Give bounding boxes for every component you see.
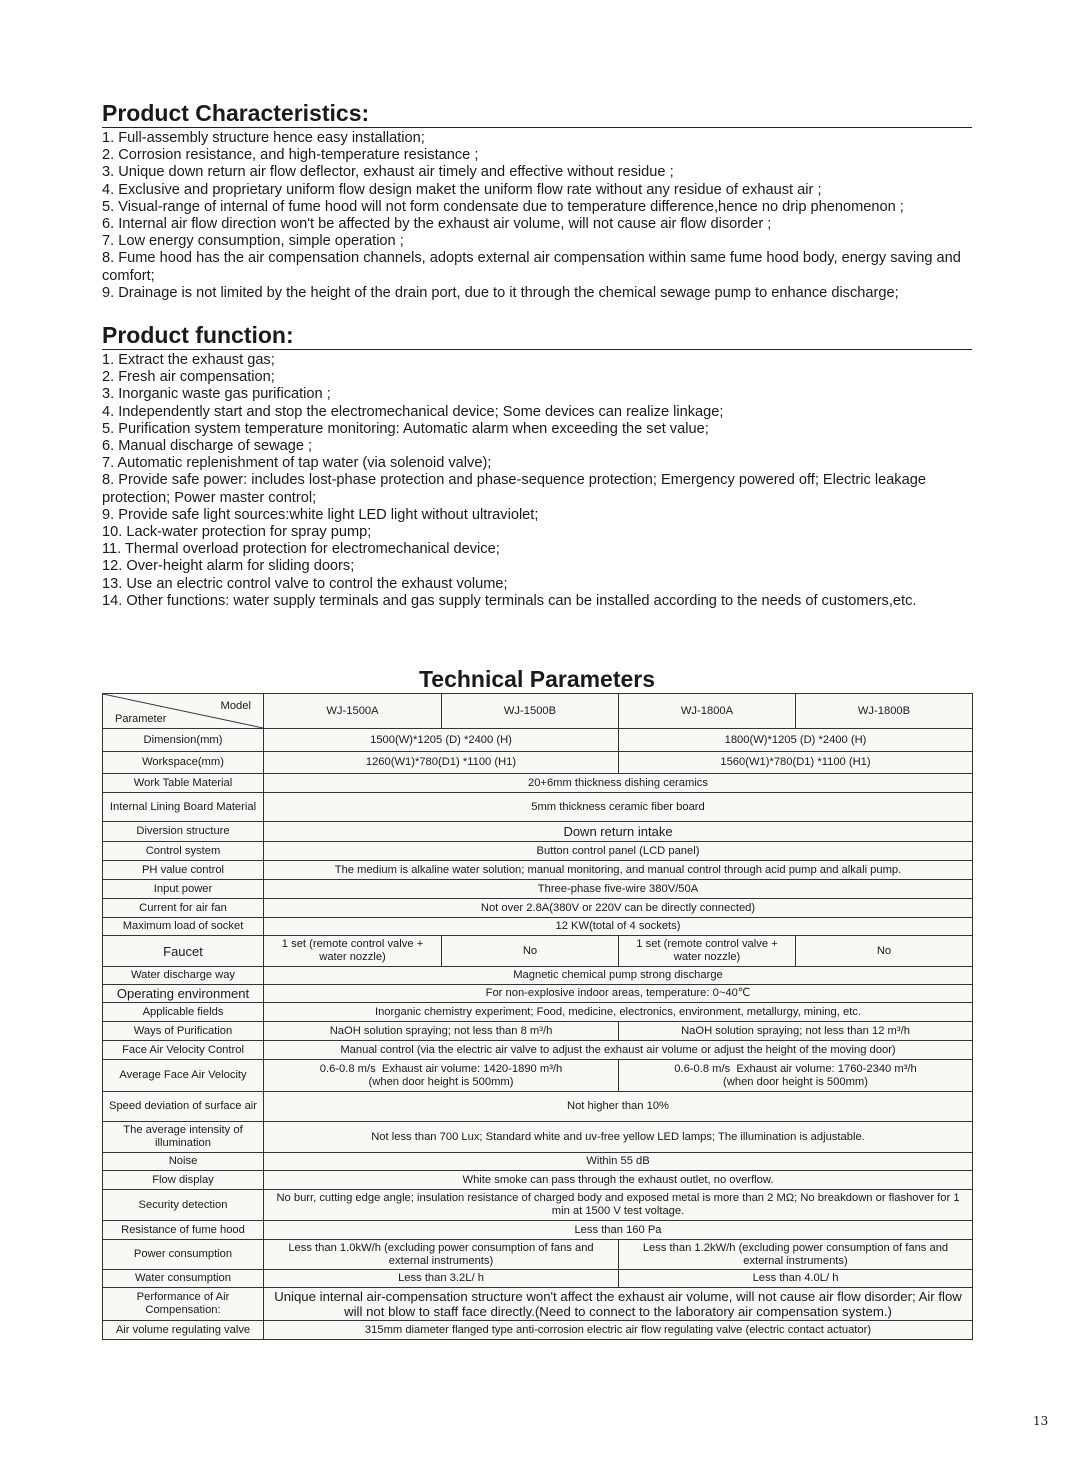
row-label: Maximum load of socket: [103, 918, 264, 936]
row-label: Work Table Material: [103, 774, 264, 793]
model-header: WJ-1800A: [619, 694, 796, 729]
table-row: [103, 729, 973, 752]
table-cell: 1800(W)*1205 (D) *2400 (H): [619, 729, 973, 752]
table-cell: Inorganic chemistry experiment; Food, medicine, electronics, environment, metallurgy, mining, etc.: [264, 1003, 973, 1022]
table-cell: NaOH solution spraying; not less than 12 m³/h: [619, 1022, 973, 1041]
functions-section: [102, 321, 972, 610]
row-label: Power consumption: [103, 1240, 264, 1270]
list-item: 7. Low energy consumption, simple operation ;: [102, 233, 404, 250]
list-item: 6. Internal air flow direction won't be affected by the exhaust air volume, will not cause air flow disorder ;: [102, 216, 772, 233]
table-cell: NaOH solution spraying; not less than 8 m³/h: [264, 1022, 619, 1041]
table-row: [103, 1153, 973, 1171]
row-label: Water discharge way: [103, 967, 264, 985]
table-row: [103, 899, 973, 918]
cell-line: (when door height is 500mm): [368, 1075, 514, 1088]
table-cell: 315mm diameter flanged type anti-corrosion electric air flow regulating valve (electric contact actuator): [264, 1321, 973, 1340]
model-header: WJ-1800B: [796, 694, 973, 729]
table-cell: Not over 2.8A(380V or 220V can be directly connected): [264, 899, 973, 918]
table-row: [103, 1288, 973, 1321]
corner-parameter-label: Parameter: [115, 713, 167, 725]
row-label: Flow display: [103, 1171, 264, 1190]
row-label: Average Face Air Velocity: [103, 1060, 264, 1092]
list-item: 11. Thermal overload protection for electromechanical device;: [102, 541, 500, 558]
table-row: [103, 842, 973, 861]
row-label: Water consumption: [103, 1270, 264, 1288]
table-cell: Not higher than 10%: [264, 1092, 973, 1122]
list-item: 9. Provide safe light sources:white light LED light without ultraviolet;: [102, 506, 539, 523]
table-cell: 1 set (remote control valve + water nozzle): [619, 936, 796, 967]
list-item: 2. Corrosion resistance, and high-temperature resistance ;: [102, 147, 479, 164]
table-row: [103, 1003, 973, 1022]
row-label: Performance of Air Compensation:: [103, 1288, 264, 1321]
table-row: [103, 918, 973, 936]
list-item: 1. Extract the exhaust gas;: [102, 352, 275, 368]
list-item: 1. Full-assembly structure hence easy installation;: [102, 130, 425, 146]
list-item: 3. Unique down return air flow deflector, exhaust air timely and effective without residue ;: [102, 164, 674, 181]
list-item: 10. Lack-water protection for spray pump;: [102, 524, 372, 541]
table-cell: 5mm thickness ceramic fiber board: [264, 793, 973, 822]
functions-list: [102, 352, 972, 610]
list-item: 7. Automatic replenishment of tap water (via solenoid valve);: [102, 455, 492, 472]
table-cell: Not less than 700 Lux; Standard white and uv-free yellow LED lamps; The illumination is adjustable.: [264, 1122, 973, 1153]
table-cell: Less than 1.2kW/h (excluding power consumption of fans and external instruments): [619, 1240, 973, 1270]
table-cell: No: [796, 936, 973, 967]
table-row: [103, 861, 973, 880]
list-item: 4. Independently start and stop the electromechanical device; Some devices can realize linkage;: [102, 403, 724, 420]
technical-parameters-title: Technical Parameters: [418, 666, 656, 692]
table-cell: 1500(W)*1205 (D) *2400 (H): [264, 729, 619, 752]
table-row: [103, 1221, 973, 1240]
list-item: 13. Use an electric control valve to control the exhaust volume;: [102, 575, 508, 592]
cell-line: 0.6-0.8 m/s Exhaust air volume: 1760-2340 m³/h: [674, 1062, 917, 1075]
table-row: [103, 822, 973, 842]
corner-model-label: Model: [220, 700, 251, 712]
table-row: [103, 1190, 973, 1221]
table-cell: [264, 1060, 619, 1092]
list-item: 4. Exclusive and proprietary uniform flow design maket the uniform flow rate without any residue of exhaust air ;: [102, 181, 822, 198]
model-header: WJ-1500B: [442, 694, 619, 729]
table-row: [103, 1060, 973, 1092]
table-cell: The medium is alkaline water solution; manual monitoring, and manual control through acid pump and alkali pump.: [264, 861, 973, 880]
table-row: [103, 1092, 973, 1122]
table-row: [103, 1122, 973, 1153]
row-label: Ways of Purification: [103, 1022, 264, 1041]
row-label: Applicable fields: [103, 1003, 264, 1022]
list-item: 5. Purification system temperature monitoring: Automatic alarm when exceeding the set value;: [102, 420, 709, 437]
table-row: [103, 936, 973, 967]
row-label: PH value control: [103, 861, 264, 880]
row-label: Speed deviation of surface air: [103, 1092, 264, 1122]
row-label: Operating environment: [103, 985, 264, 1003]
list-item: 8. Fume hood has the air compensation channels, adopts external air compensation within same fume hood body, energy saving and comfort;: [102, 250, 961, 284]
table-corner-header: [103, 694, 264, 729]
model-header: WJ-1500A: [264, 694, 442, 729]
characteristics-title: Product Characteristics:: [102, 99, 972, 128]
table-cell: Less than 3.2L/ h: [264, 1270, 619, 1288]
table-row: [103, 880, 973, 899]
cell-line: (when door height is 500mm): [723, 1075, 868, 1088]
row-label: Input power: [103, 880, 264, 899]
row-label: Internal Lining Board Material: [103, 793, 264, 822]
table-cell: Unique internal air-compensation structure won't affect the exhaust air volume, will not cause air flow disorder; Air flow will not blow to staff face directly.(Need to connect to the laboratory air compensation system.): [264, 1288, 973, 1321]
table-cell: No burr, cutting edge angle; insulation resistance of charged body and exposed metal is more than 2 MΩ; No breakdown or flashover for 1 min at 1500 V test voltage.: [264, 1190, 973, 1221]
list-item: 9. Drainage is not limited by the height of the drain port, due to it through the chemical sewage pump to enhance discharge;: [102, 284, 899, 301]
table-row: [103, 752, 973, 774]
functions-title: Product function:: [102, 321, 972, 350]
table-cell: No: [442, 936, 619, 967]
table-row: [103, 985, 973, 1003]
row-label: The average intensity of illumination: [103, 1122, 264, 1153]
list-item: 8. Provide safe power: includes lost-phase protection and phase-sequence protection; Emergency powered off; Electric leakage protection; Power master control;: [102, 472, 926, 506]
characteristics-list: [102, 130, 972, 302]
table-row: [103, 774, 973, 793]
row-label: Faucet: [103, 936, 264, 967]
table-row: [103, 1022, 973, 1041]
page-number: 13: [1033, 1414, 1049, 1428]
list-item: 6. Manual discharge of sewage ;: [102, 438, 313, 455]
table-row: [103, 793, 973, 822]
table-cell: Down return intake: [264, 822, 973, 842]
list-item: 14. Other functions: water supply terminals and gas supply terminals can be installed according to the needs of customers,etc.: [102, 592, 917, 609]
row-label: Diversion structure: [103, 822, 264, 842]
table-row: [103, 1270, 973, 1288]
row-label: Workspace(mm): [103, 752, 264, 774]
table-cell: Less than 4.0L/ h: [619, 1270, 973, 1288]
list-item: 5. Visual-range of internal of fume hood will not form condensate due to temperature difference,hence no drip phenomenon ;: [102, 198, 904, 215]
table-cell: Three-phase five-wire 380V/50A: [264, 880, 973, 899]
characteristics-section: [102, 99, 972, 302]
technical-parameters-table: [102, 693, 973, 1340]
table-row: [103, 1171, 973, 1190]
table-row: [103, 967, 973, 985]
table-row: [103, 1321, 973, 1340]
row-label: Current for air fan: [103, 899, 264, 918]
table-cell: Less than 1.0kW/h (excluding power consumption of fans and external instruments): [264, 1240, 619, 1270]
table-cell: 20+6mm thickness dishing ceramics: [264, 774, 973, 793]
table-cell: [619, 1060, 973, 1092]
table-cell: For non-explosive indoor areas, temperature: 0~40℃: [264, 985, 973, 1003]
table-cell: 1 set (remote control valve + water nozzle): [264, 936, 442, 967]
row-label: Face Air Velocity Control: [103, 1041, 264, 1060]
table-cell: Manual control (via the electric air valve to adjust the exhaust air volume or adjust the height of the moving door): [264, 1041, 973, 1060]
table-cell: 1260(W1)*780(D1) *1100 (H1): [264, 752, 619, 774]
table-cell: Less than 160 Pa: [264, 1221, 973, 1240]
table-cell: White smoke can pass through the exhaust outlet, no overflow.: [264, 1171, 973, 1190]
table-cell: Within 55 dB: [264, 1153, 973, 1171]
list-item: 12. Over-height alarm for sliding doors;: [102, 558, 355, 575]
row-label: Noise: [103, 1153, 264, 1171]
table-cell: Magnetic chemical pump strong discharge: [264, 967, 973, 985]
row-label: Security detection: [103, 1190, 264, 1221]
table-cell: 1560(W1)*780(D1) *1100 (H1): [619, 752, 973, 774]
table-row: [103, 694, 973, 729]
table-row: [103, 1240, 973, 1270]
cell-line: 0.6-0.8 m/s Exhaust air volume: 1420-1890 m³/h: [319, 1062, 563, 1075]
row-label: Control system: [103, 842, 264, 861]
table-cell: 12 KW(total of 4 sockets): [264, 918, 973, 936]
table-cell: Button control panel (LCD panel): [264, 842, 973, 861]
list-item: 2. Fresh air compensation;: [102, 369, 275, 386]
row-label: Dimension(mm): [103, 729, 264, 752]
row-label: Air volume regulating valve: [103, 1321, 264, 1340]
table-row: [103, 1041, 973, 1060]
row-label: Resistance of fume hood: [103, 1221, 264, 1240]
list-item: 3. Inorganic waste gas purification ;: [102, 386, 331, 403]
